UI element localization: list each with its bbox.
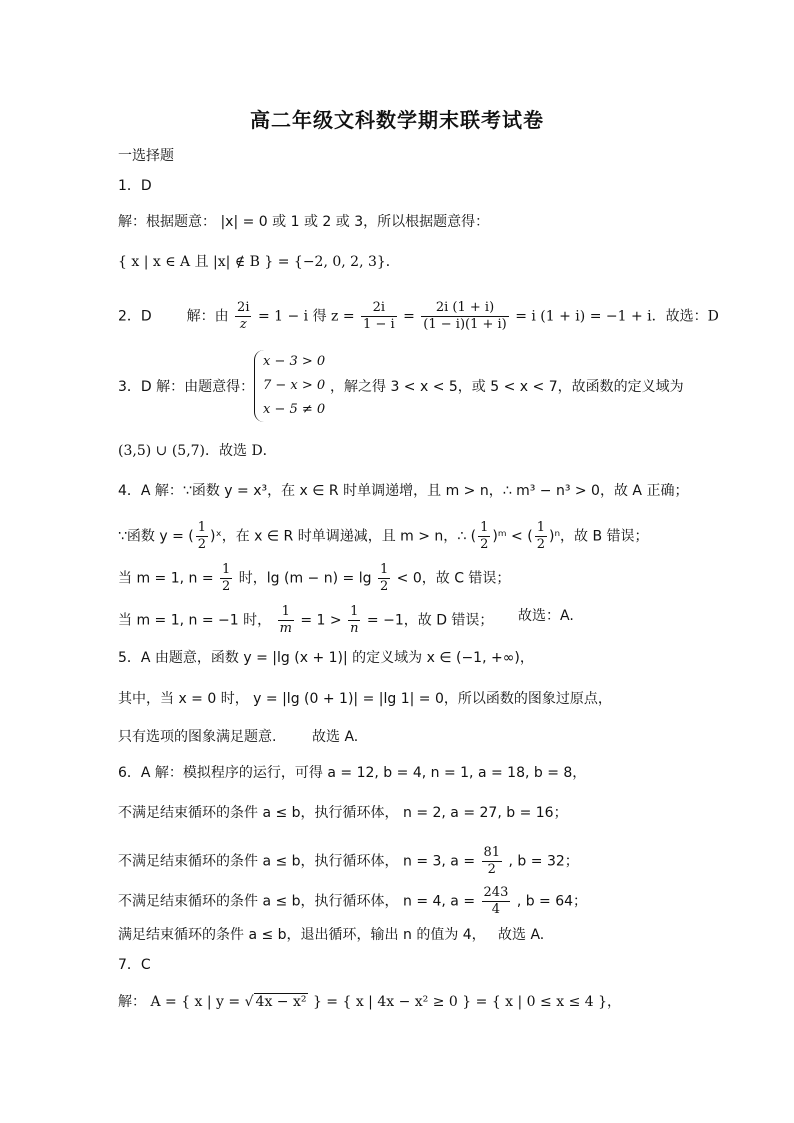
page-title: 高二年级文科数学期末联考试卷 xyxy=(250,108,544,132)
q3-condition-3: x − 5 ≠ 0 xyxy=(263,402,326,417)
q2-line xyxy=(118,300,719,333)
q4-line2-fraction: $\frac{1}{2}$ xyxy=(197,520,207,552)
q5-choice: 故选 A. xyxy=(312,729,359,745)
q5-line3: 只有选项的图象满足题意. xyxy=(118,729,277,745)
q2-fraction-3: $\frac{2i (1 + i)}{(1 - i)(1 + i)}$ xyxy=(423,300,507,332)
q3-inequality-system xyxy=(254,350,325,422)
q6-line5: 满足结束循环的条件 a ≤ b，退出循环，输出 n 的值为 4， xyxy=(118,927,486,943)
q4-line2: ∵函数 y = ( $\frac{1}{2}$ )ˣ，在 x ∈ R 时单调递减，且 m > n，∴ ( $\frac{1}{2}$ )ᵐ < ( $\frac{1}{2}$ )ⁿ，故 B 错误； xyxy=(118,520,649,552)
q6-choice: 故选 A. xyxy=(498,927,545,943)
q4-line4-fraction-1: $\frac{1}{m}$ xyxy=(279,604,292,636)
q2-mid: = 1 − i 得 z = xyxy=(257,308,355,325)
q1-answer: 1．D xyxy=(118,178,152,194)
q6-line4-fraction: $\frac{243}{4}$ xyxy=(483,885,509,917)
q3-domain: (3,5) ∪ (5,7)．故选 D． xyxy=(118,443,277,459)
q2-tail: = i (1 + i) = −1 + i．故选：D xyxy=(515,308,719,325)
q4-line4: 当 m = 1, n = −1 时， $\frac{1}{m}$ = 1 > $\frac{1}{n}$ = −1，故 D 错误； xyxy=(118,604,494,636)
q2-fraction-1: $\frac{2i}{z}$ xyxy=(237,300,250,332)
q3-label: 3．D 解：由题意得： xyxy=(118,379,255,395)
q4-line3: 当 m = 1, n = $\frac{1}{2}$ 时，lg (m − n) = lg $\frac{1}{2}$ < 0，故 C 错误； xyxy=(118,562,511,594)
q7-answer: 7．C xyxy=(118,957,151,973)
q6-line3: 不满足结束循环的条件 a ≤ b，执行循环体， n = 3, a = $\frac{81}{2}$ , b = 32； xyxy=(118,845,579,877)
q4-choice: 故选：A. xyxy=(518,608,574,624)
q2-label: 2．D xyxy=(118,308,152,325)
q2-equals: = xyxy=(403,308,415,325)
q1-solution-line2: { x | x ∈ A 且 |x| ∉ B } = {−2, 0, 2, 3}． xyxy=(118,254,400,270)
q6-line3-fraction: $\frac{81}{2}$ xyxy=(483,845,501,877)
section-heading: 一选择题 xyxy=(118,148,174,164)
q3-condition-2: 7 − x > 0 xyxy=(263,378,326,393)
q5-line1: 5．A 由题意，函数 y = |lg (x + 1)| 的定义域为 x ∈ (−1, +∞)， xyxy=(118,650,534,666)
q4-line4-fraction-2: $\frac{1}{n}$ xyxy=(350,604,359,636)
q3-condition-1: x − 3 > 0 xyxy=(263,354,326,369)
q4-line3-fraction: $\frac{1}{2}$ xyxy=(222,562,231,594)
q7-line1: 解： A = { x | y = √ 4x − x² } = { x | 4x − x² ≥ 0 } = { x | 0 ≤ x ≤ 4 }， xyxy=(118,994,622,1010)
q1-solution-line1: 解：根据题意： |x| = 0 或 1 或 2 或 3，所以根据题意得： xyxy=(118,214,490,230)
q6-line1: 6．A 解：模拟程序的运行，可得 a = 12, b = 4, n = 1, a = 18, b = 8， xyxy=(118,765,587,781)
q6-line2: 不满足结束循环的条件 a ≤ b，执行循环体， n = 2, a = 27, b = 16； xyxy=(118,805,568,821)
q4-line1: 4．A 解：∵函数 y = x³，在 x ∈ R 时单调递增，且 m > n，∴ m³ − n³ > 0，故 A 正确； xyxy=(118,483,689,499)
q5-line2: 其中，当 x = 0 时， y = |lg (0 + 1)| = |lg 1| = 0，所以函数的图象过原点， xyxy=(118,691,612,707)
q6-line4: 不满足结束循环的条件 a ≤ b，执行循环体， n = 4, a = $\frac{243}{4}$ , b = 64； xyxy=(118,885,588,917)
q2-fraction-2: $\frac{2i}{1 - i}$ xyxy=(363,300,395,332)
q3-tail: ，解之得 3 < x < 5，或 5 < x < 7，故函数的定义域为 xyxy=(330,379,684,395)
q2-prefix: 解：由 xyxy=(186,308,229,325)
sqrt-icon: √ xyxy=(244,994,254,1010)
